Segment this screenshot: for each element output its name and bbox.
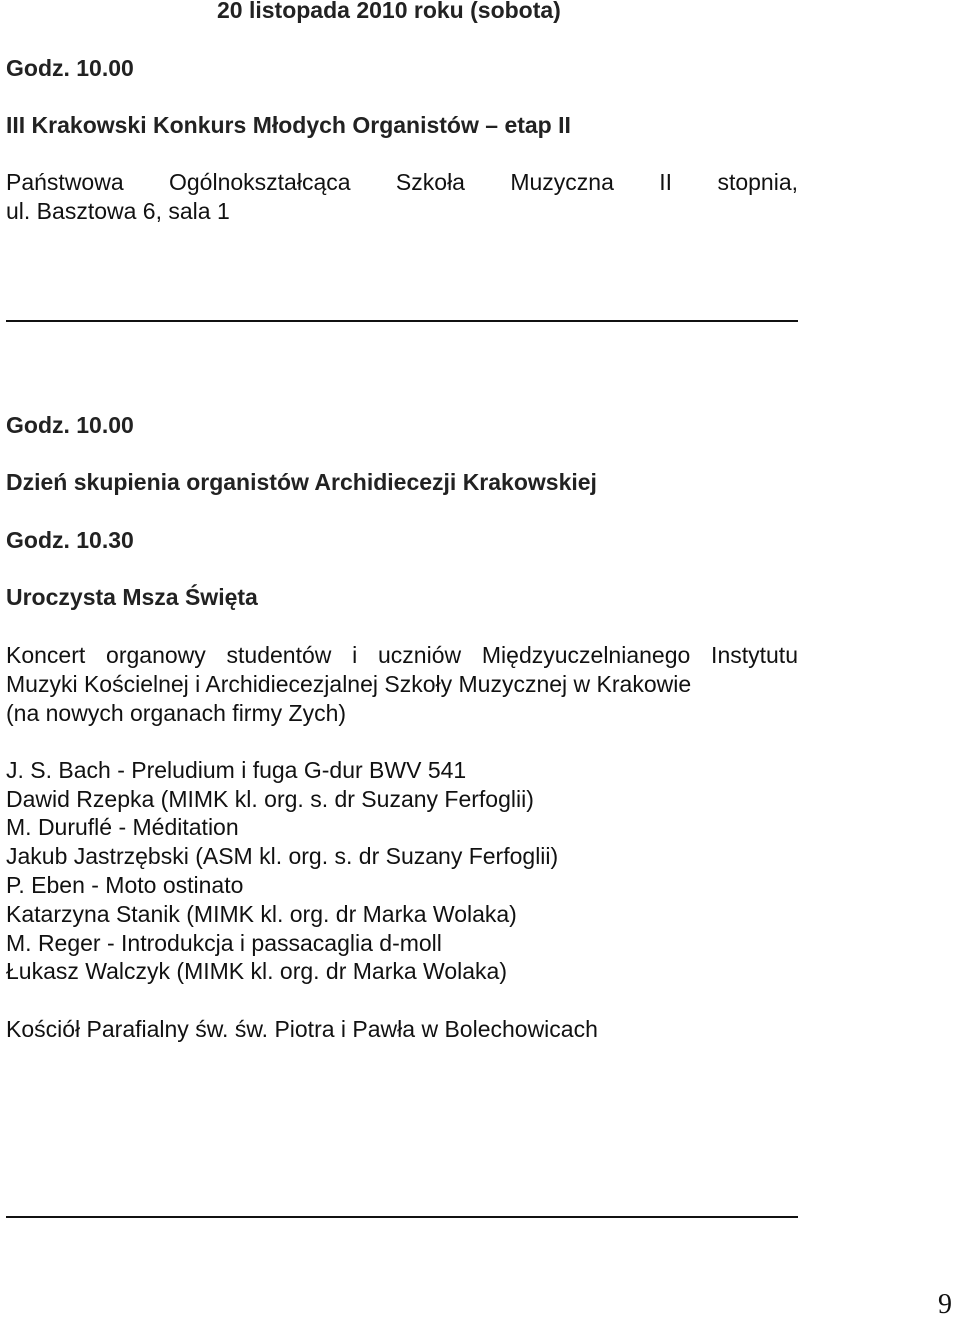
schedule-date: 20 listopada 2010 roku (sobota): [217, 0, 561, 23]
event2-title: Dzień skupienia organistów Archidiecezji Krakowskiej: [6, 469, 597, 495]
event2-venue: Kościół Parafialny św. św. Piotra i Pawła w Bolechowicach: [6, 1016, 598, 1042]
section-divider-bottom: [6, 1216, 798, 1218]
program-performer: Łukasz Walczyk (MIMK kl. org. dr Marka Wolaka): [6, 958, 507, 984]
concert-description-line3: (na nowych organach firmy Zych): [6, 700, 347, 726]
event2-time2: Godz. 10.30: [6, 527, 134, 553]
event2-title2: Uroczysta Msza Święta: [6, 584, 258, 610]
page-number: 9: [938, 1289, 952, 1320]
program-work: P. Eben - Moto ostinato: [6, 872, 244, 898]
concert-description-line1: Koncert organowy studentów i uczniów Międzyuczelnianego Instytutu: [6, 642, 798, 668]
program-performer: Dawid Rzepka (MIMK kl. org. s. dr Suzany Ferfoglii): [6, 786, 534, 812]
program-work: M. Duruflé - Méditation: [6, 814, 239, 840]
event1-time: Godz. 10.00: [6, 55, 134, 81]
event1-venue-line2: ul. Basztowa 6, sala 1: [6, 198, 230, 224]
event1-title: III Krakowski Konkurs Młodych Organistów – etap II: [6, 112, 571, 138]
event1-venue-line1: Państwowa Ogólnokształcąca Szkoła Muzyczna II stopnia,: [6, 169, 798, 195]
program-work: M. Reger - Introdukcja i passacaglia d-moll: [6, 930, 442, 956]
concert-description-line2: Muzyki Kościelnej i Archidiecezjalnej Szkoły Muzycznej w Krakowie: [6, 671, 692, 697]
program-work: J. S. Bach - Preludium i fuga G-dur BWV 541: [6, 757, 467, 783]
program-performer: Jakub Jastrzębski (ASM kl. org. s. dr Suzany Ferfoglii): [6, 843, 559, 869]
program-performer: Katarzyna Stanik (MIMK kl. org. dr Marka Wolaka): [6, 901, 517, 927]
section-divider-top: [6, 320, 798, 322]
event2-time: Godz. 10.00: [6, 412, 134, 438]
